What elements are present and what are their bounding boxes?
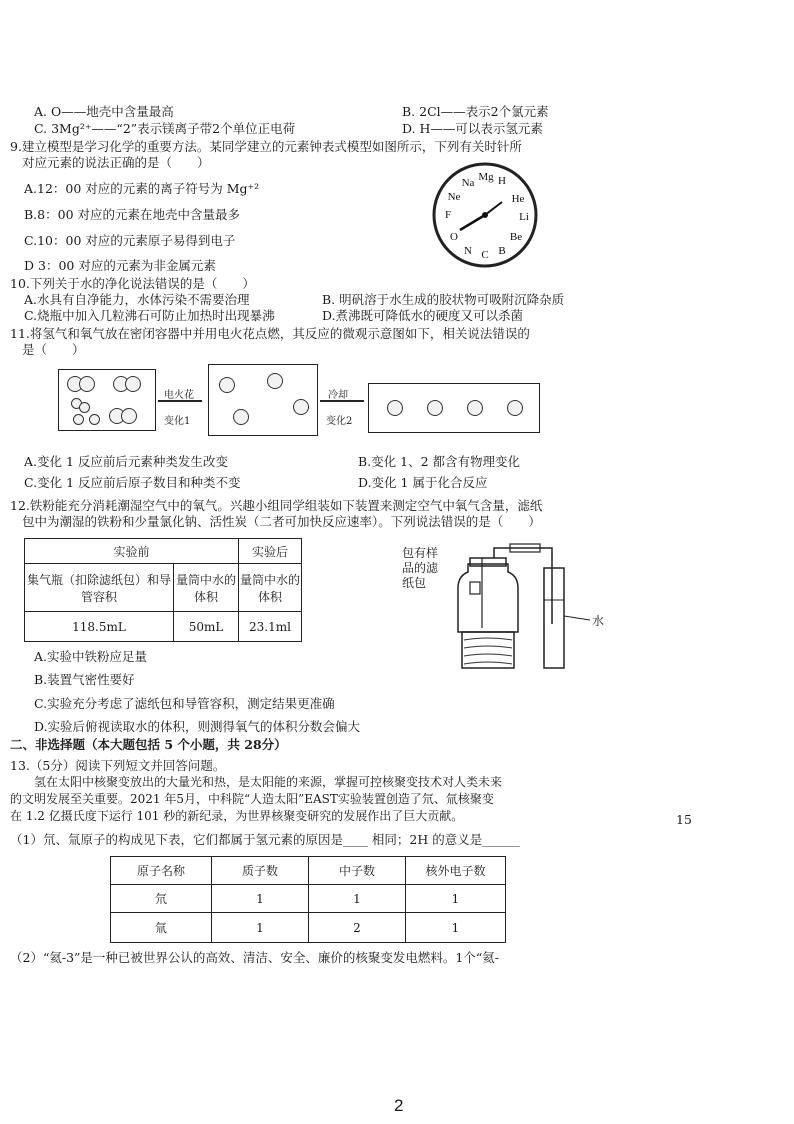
q13-header-name: 原子名称 bbox=[111, 857, 212, 885]
q11-option-d: D.变化 1 属于化合反应 bbox=[358, 475, 488, 490]
q12-col-volume: 集气瓶（扣除滤纸包）和导管容积 bbox=[25, 564, 174, 612]
table-row bbox=[111, 913, 506, 943]
q9-option-c: C.10：00 对应的元素原子易得到电子 bbox=[24, 233, 236, 248]
q11-stem-line1: 11.将氢气和氧气放在密闭容器中并用电火花点燃，其反应的微观示意图如下，相关说法错误的 bbox=[10, 326, 530, 341]
q8-option-b: B. 2Cl——表示2个氯元素 bbox=[402, 104, 549, 119]
q9-stem-line2: 对应元素的说法正确的是（ ） bbox=[22, 155, 210, 170]
container-before bbox=[58, 369, 156, 431]
q11-option-b: B.变化 1、2 都含有物理变化 bbox=[358, 454, 521, 469]
arrow1-bottom-label: 变化1 bbox=[164, 416, 191, 427]
q11-option-a: A.变化 1 反应前后元素种类发生改变 bbox=[24, 454, 228, 469]
arrow2-bottom-label: 变化2 bbox=[326, 416, 353, 427]
q12-value-volume: 118.5mL bbox=[25, 612, 174, 642]
container-after-change2 bbox=[368, 383, 540, 433]
q12-header-after: 实验后 bbox=[239, 539, 302, 564]
clock-label-b: B bbox=[498, 245, 506, 257]
q12-option-a: A.实验中铁粉应足量 bbox=[34, 649, 148, 664]
q13-sub2: （2）“氦-3”是一种已被世界公认的高效、清洁、安全、廉价的核聚变发电燃料。1个“氦- bbox=[10, 950, 499, 965]
q13-cell: 1 bbox=[406, 885, 506, 913]
q9-option-b: B.8：00 对应的元素在地壳中含量最多 bbox=[24, 207, 240, 222]
q13-sub1: （1）氘、氚原子的构成见下表，它们都属于氢元素的原因是____ 相同；2H 的意义是______ bbox=[10, 832, 520, 847]
q13-cell: 1 bbox=[406, 913, 506, 943]
q12-stem-line1: 12.铁粉能充分消耗潮湿空气中的氧气。兴趣小组同学组装如下装置来测定空气中氧气含量，滤纸 bbox=[10, 498, 543, 513]
arrow2-top-label: 冷却 bbox=[328, 390, 348, 401]
q13-header-electrons: 核外电子数 bbox=[406, 857, 506, 885]
q13-cell: 氘 bbox=[111, 885, 212, 913]
q10-option-a: A.水具有自净能力，水体污染不需要治理 bbox=[24, 292, 250, 307]
clock-label-mg: Mg bbox=[478, 171, 494, 183]
q10-option-d: D.煮沸既可降低水的硬度又可以杀菌 bbox=[322, 308, 524, 323]
q12-header-before: 实验前 bbox=[25, 539, 239, 564]
clock-label-na: Na bbox=[461, 177, 475, 189]
clock-hour-hand bbox=[460, 215, 485, 230]
arrow1-top-label: 电火花 bbox=[164, 390, 194, 401]
clock-label-he: He bbox=[511, 193, 525, 205]
clock-label-be: Be bbox=[509, 231, 523, 243]
q13-cell: 1 bbox=[309, 885, 406, 913]
q13-passage-line3: 在 1.2 亿摄氏度下运行 101 秒的新纪录，为世界核聚变研究的发展作出了巨大贡献。 bbox=[10, 809, 464, 823]
margin-number: 15 bbox=[676, 812, 692, 827]
q12-stem-line2: 包中为潮湿的铁粉和少量氯化钠、活性炭（二者可加快反应速率）。下列说法错误的是（ ） bbox=[22, 514, 541, 529]
q13-header-neutrons: 中子数 bbox=[309, 857, 406, 885]
filter-paper-pack-label: 包有样品的滤纸包 bbox=[402, 546, 439, 590]
q12-option-d: D.实验后俯视读取水的体积，则测得氧气的体积分数会偏大 bbox=[34, 719, 361, 734]
oxygen-apparatus-diagram bbox=[440, 540, 610, 670]
q11-option-c: C.变化 1 反应前后原子数目和种类不变 bbox=[24, 475, 241, 490]
q10-stem: 10.下列关于水的净化说法错误的是（ ） bbox=[10, 276, 255, 291]
element-clock-diagram bbox=[430, 160, 540, 270]
q9-option-d: D 3：00 对应的元素为非金属元素 bbox=[24, 258, 216, 273]
page-number: 2 bbox=[394, 1096, 404, 1115]
q12-col-water-before: 量筒中水的体积 bbox=[174, 564, 239, 612]
q11-stem-line2: 是（ ） bbox=[22, 342, 85, 357]
q8-option-a: A. O——地壳中含量最高 bbox=[34, 104, 174, 119]
q9-option-a: A.12：00 对应的元素的离子符号为 Mg⁺² bbox=[24, 181, 260, 196]
clock-label-o: O bbox=[450, 231, 458, 243]
clock-label-c: C bbox=[481, 249, 489, 261]
q8-option-d: D. H——可以表示氢元素 bbox=[402, 121, 543, 136]
q12-option-c: C.实验充分考虑了滤纸包和导管容积，测定结果更准确 bbox=[34, 696, 335, 711]
q13-passage-line1: 氢在太阳中核聚变放出的大量光和热，是太阳能的来源，掌握可控核聚变技术对人类未来 bbox=[10, 775, 503, 789]
clock-label-ne: Ne bbox=[447, 191, 461, 203]
clock-label-f: F bbox=[444, 209, 452, 221]
q13-atom-table bbox=[110, 856, 506, 943]
q13-cell: 2 bbox=[309, 913, 406, 943]
q13-cell: 1 bbox=[212, 885, 309, 913]
q10-option-c: C.烧瓶中加入几粒沸石可防止加热时出现暴沸 bbox=[24, 308, 275, 323]
q13-cell: 1 bbox=[212, 913, 309, 943]
q12-value-water-before: 50mL bbox=[174, 612, 239, 642]
q13-header-protons: 质子数 bbox=[212, 857, 309, 885]
q10-option-b: B. 明矾溶于水生成的胶状物可吸附沉降杂质 bbox=[322, 292, 565, 307]
q13-cell: 氚 bbox=[111, 913, 212, 943]
section2-heading: 二、非选择题（本大题包括 5 个小题，共 28分） bbox=[10, 737, 287, 752]
q8-option-c: C. 3Mg²⁺——“2”表示镁离子带2个单位正电荷 bbox=[34, 121, 296, 136]
q12-value-water-after: 23.1ml bbox=[239, 612, 302, 642]
q12-option-b: B.装置气密性要好 bbox=[34, 672, 135, 687]
q13-stem: 13.（5分）阅读下列短文并回答问题。 bbox=[10, 758, 226, 773]
q9-stem-line1: 9.建立模型是学习化学的重要方法。某同学建立的元素钟表式模型如图所示，下列有关时针所 bbox=[10, 139, 522, 154]
water-label: 水 bbox=[592, 614, 605, 628]
clock-label-li: Li bbox=[519, 211, 529, 223]
container-after-change1 bbox=[208, 364, 318, 436]
q12-data-table bbox=[24, 538, 302, 642]
q13-passage-line2: 的文明发展至关重要。2021 年5月，中科院“人造太阳”EAST实验装置创造了氘、氚核聚变 bbox=[10, 792, 494, 806]
q12-col-water-after: 量筒中水的体积 bbox=[239, 564, 302, 612]
table-row bbox=[111, 885, 506, 913]
clock-label-n: N bbox=[464, 245, 472, 257]
clock-minute-hand bbox=[485, 202, 502, 215]
clock-label-h: H bbox=[498, 175, 506, 187]
